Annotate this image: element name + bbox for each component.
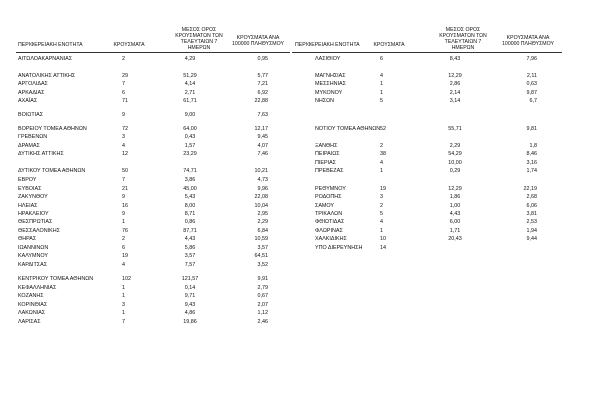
cases-cell: 6 bbox=[122, 90, 125, 96]
cases-cell: 12 bbox=[122, 151, 128, 157]
cases-cell: 2 bbox=[122, 56, 125, 62]
cases-per-100k-cell: 2,95 bbox=[257, 211, 268, 217]
cases-cell: 2 bbox=[380, 143, 383, 149]
seven-day-average-cell: 4,14 bbox=[184, 81, 196, 87]
region-name-cell: ΠΕΙΡΑΙΩΣ bbox=[315, 151, 340, 157]
region-name-cell: ΜΕΣΣΗΝΙΑΣ bbox=[315, 81, 346, 87]
right-header-cases: ΚΡΟΥΣΜΑΤΑ bbox=[373, 42, 405, 48]
seven-day-average-cell: 54,29 bbox=[448, 151, 462, 157]
cases-cell: 76 bbox=[122, 228, 128, 234]
cases-per-100k-cell: 0,63 bbox=[526, 81, 537, 87]
cases-per-100k-cell: 8,46 bbox=[526, 151, 537, 157]
seven-day-average-cell: 1,71 bbox=[449, 228, 461, 234]
cases-per-100k-cell: 1,12 bbox=[257, 310, 268, 316]
cases-cell: 6 bbox=[122, 245, 125, 251]
cases-per-100k-cell: 22,88 bbox=[254, 98, 268, 104]
cases-per-100k-cell: 3,81 bbox=[526, 211, 537, 217]
cases-per-100k-cell: 4,07 bbox=[257, 143, 268, 149]
cases-cell: 21 bbox=[122, 186, 128, 192]
region-name-cell: ΝΟΤΙΟΥ ΤΟΜΕΑ ΑΘΗΝΩΝ bbox=[315, 126, 381, 132]
cases-per-100k-cell: 10,04 bbox=[254, 203, 268, 209]
region-name-cell: ΔΥΤΙΚΟΥ ΤΟΜΕΑ ΑΘΗΝΩΝ bbox=[18, 168, 86, 174]
seven-day-average-cell: 64,00 bbox=[183, 126, 197, 132]
cases-cell: 1 bbox=[122, 219, 125, 225]
cases-cell: 5 bbox=[380, 98, 383, 104]
cases-cell: 5 bbox=[380, 211, 383, 217]
region-name-cell: ΒΟΡΕΙΟΥ ΤΟΜΕΑ ΑΘΗΝΩΝ bbox=[18, 126, 87, 132]
region-name-cell: ΑΡΓΟΛΙΔΑΣ bbox=[18, 81, 48, 87]
seven-day-average-cell: 8,00 bbox=[184, 203, 196, 209]
cases-cell: 1 bbox=[122, 310, 125, 316]
cases-cell: 1 bbox=[122, 285, 125, 291]
cases-per-100k-cell: 3,16 bbox=[526, 160, 537, 166]
seven-day-average-cell: 51,29 bbox=[183, 73, 197, 79]
region-name-cell: ΑΝΑΤΟΛΙΚΗΣ ΑΤΤΙΚΗΣ bbox=[18, 73, 76, 79]
region-name-cell: ΣΑΜΟΥ bbox=[315, 203, 335, 209]
region-name-cell: ΦΘΙΩΤΙΔΑΣ bbox=[315, 219, 345, 225]
seven-day-average-cell: 3,86 bbox=[184, 177, 196, 183]
right-header-per100k: ΚΡΟΥΣΜΑΤΑ ΑΝΑ 100000 ΠΛΗΘΥΣΜΟΥ bbox=[502, 35, 554, 47]
region-name-cell: ΛΑΣΙΘΙΟΥ bbox=[315, 56, 341, 62]
left-header-rule bbox=[16, 52, 290, 53]
cases-cell: 4 bbox=[380, 219, 383, 225]
seven-day-average-cell: 55,71 bbox=[448, 126, 462, 132]
cases-per-100k-cell: 7,21 bbox=[257, 81, 268, 87]
cases-cell: 3 bbox=[380, 194, 383, 200]
left-header-region: ΠΕΡΙΦΕΡΕΙΑΚΗ ΕΝΟΤΗΤΑ bbox=[18, 42, 83, 48]
region-name-cell: ΒΟΙΩΤΙΑΣ bbox=[18, 112, 44, 118]
cases-per-100k-cell: 22,08 bbox=[254, 194, 268, 200]
cases-cell: 16 bbox=[122, 203, 128, 209]
region-name-cell: ΔΡΑΜΑΣ bbox=[18, 143, 40, 149]
seven-day-average-cell: 2,14 bbox=[449, 90, 461, 96]
cases-cell: 1 bbox=[380, 90, 383, 96]
seven-day-average-cell: 4,43 bbox=[184, 236, 196, 242]
cases-per-100k-cell: 9,96 bbox=[257, 186, 268, 192]
seven-day-average-cell: 4,29 bbox=[184, 56, 196, 62]
region-name-cell: ΠΙΕΡΙΑΣ bbox=[315, 160, 337, 166]
cases-per-100k-cell: 2,53 bbox=[526, 219, 537, 225]
cases-per-100k-cell: 2,79 bbox=[257, 285, 268, 291]
cases-cell: 1 bbox=[380, 81, 383, 87]
left-header-per100k: ΚΡΟΥΣΜΑΤΑ ΑΝΑ 100000 ΠΛΗΘΥΣΜΟΥ bbox=[232, 35, 284, 47]
cases-per-100k-cell: 9,44 bbox=[526, 236, 537, 242]
cases-cell: 6 bbox=[380, 56, 383, 62]
region-name-cell: ΛΑΡΙΣΑΣ bbox=[18, 319, 41, 325]
seven-day-average-cell: 121,57 bbox=[181, 276, 199, 282]
seven-day-average-cell: 87,71 bbox=[183, 228, 197, 234]
cases-cell: 4 bbox=[122, 143, 125, 149]
cases-per-100k-cell: 0,95 bbox=[257, 56, 268, 62]
region-name-cell: ΡΕΘΥΜΝΟΥ bbox=[315, 186, 346, 192]
seven-day-average-cell: 9,43 bbox=[184, 302, 196, 308]
seven-day-average-cell: 2,29 bbox=[449, 143, 461, 149]
cases-per-100k-cell: 2,07 bbox=[257, 302, 268, 308]
cases-per-100k-cell: 22,19 bbox=[523, 186, 537, 192]
cases-per-100k-cell: 64,51 bbox=[254, 253, 268, 259]
cases-per-100k-cell: 6,7 bbox=[529, 98, 537, 104]
region-name-cell: ΑΙΤΩΛΟΑΚΑΡΝΑΝΙΑΣ bbox=[18, 56, 73, 62]
seven-day-average-cell: 2,86 bbox=[449, 81, 461, 87]
cases-per-100k-cell: 1,74 bbox=[526, 168, 537, 174]
cases-cell: 3 bbox=[122, 134, 125, 140]
seven-day-average-cell: 9,71 bbox=[184, 293, 196, 299]
seven-day-average-cell: 12,29 bbox=[448, 73, 462, 79]
region-name-cell: ΗΡΑΚΛΕΙΟΥ bbox=[18, 211, 49, 217]
region-name-cell: ΕΥΒΟΙΑΣ bbox=[18, 186, 42, 192]
region-name-cell: ΡΟΔΟΠΗΣ bbox=[315, 194, 342, 200]
cases-per-100k-cell: 6,06 bbox=[526, 203, 537, 209]
right-header-rule bbox=[292, 52, 562, 53]
region-name-cell: ΚΕΝΤΡΙΚΟΥ ΤΟΜΕΑ ΑΘΗΝΩΝ bbox=[18, 276, 94, 282]
seven-day-average-cell: 8,43 bbox=[449, 56, 461, 62]
region-name-cell: ΓΡΕΒΕΝΩΝ bbox=[18, 134, 48, 140]
region-name-cell: ΚΟΡΙΝΘΙΑΣ bbox=[18, 302, 48, 308]
region-name-cell: ΔΥΤΙΚΗΣ ΑΤΤΙΚΗΣ bbox=[18, 151, 64, 157]
seven-day-average-cell: 3,57 bbox=[184, 253, 196, 259]
region-name-cell: ΑΧΑΪΑΣ bbox=[18, 98, 38, 104]
cases-per-100k-cell: 2,46 bbox=[257, 319, 268, 325]
seven-day-average-cell: 5,43 bbox=[184, 194, 196, 200]
cases-cell: 7 bbox=[122, 177, 125, 183]
seven-day-average-cell: 0,14 bbox=[184, 285, 196, 291]
cases-cell: 4 bbox=[380, 73, 383, 79]
cases-per-100k-cell: 9,91 bbox=[257, 276, 268, 282]
region-name-cell: ΚΑΛΥΜΝΟΥ bbox=[18, 253, 48, 259]
seven-day-average-cell: 5,86 bbox=[184, 245, 196, 251]
seven-day-average-cell: 4,43 bbox=[449, 211, 461, 217]
seven-day-average-cell: 1,86 bbox=[449, 194, 461, 200]
left-header-cases: ΚΡΟΥΣΜΑΤΑ bbox=[113, 42, 145, 48]
cases-cell: 7 bbox=[122, 319, 125, 325]
cases-cell: 2 bbox=[122, 236, 125, 242]
cases-per-100k-cell: 12,17 bbox=[254, 126, 268, 132]
region-name-cell: ΘΕΣΠΡΩΤΙΑΣ bbox=[18, 219, 53, 225]
cases-per-100k-cell: 0,67 bbox=[257, 293, 268, 299]
cases-cell: 4 bbox=[380, 160, 383, 166]
region-name-cell: ΠΡΕΒΕΖΑΣ bbox=[315, 168, 344, 174]
cases-cell: 10 bbox=[380, 236, 386, 242]
cases-cell: 72 bbox=[122, 126, 128, 132]
region-name-cell: ΚΟΖΑΝΗΣ bbox=[18, 293, 44, 299]
cases-per-100k-cell: 2,29 bbox=[257, 219, 268, 225]
region-name-cell: ΘΕΣΣΑΛΟΝΙΚΗΣ bbox=[18, 228, 60, 234]
cases-cell: 3 bbox=[122, 302, 125, 308]
cases-per-100k-cell: 9,87 bbox=[526, 90, 537, 96]
cases-cell: 50 bbox=[122, 168, 128, 174]
cases-per-100k-cell: 10,59 bbox=[254, 236, 268, 242]
region-name-cell: ΙΩΑΝΝΙΝΩΝ bbox=[18, 245, 49, 251]
seven-day-average-cell: 9,00 bbox=[184, 112, 196, 118]
cases-cell: 38 bbox=[380, 151, 386, 157]
seven-day-average-cell: 74,71 bbox=[183, 168, 197, 174]
region-name-cell: ΝΗΣΩΝ bbox=[315, 98, 335, 104]
seven-day-average-cell: 0,29 bbox=[449, 168, 461, 174]
right-header-avg: ΜΕΣΟΣ ΟΡΟΣ ΚΡΟΥΣΜΑΤΩΝ ΤΩΝ ΤΕΛΕΥΤΑΙΩΝ 7 ΗΜΕΡΩΝ bbox=[439, 27, 487, 51]
region-name-cell: ΛΑΚΩΝΙΑΣ bbox=[18, 310, 46, 316]
cases-cell: 9 bbox=[122, 211, 125, 217]
cases-per-100k-cell: 7,46 bbox=[257, 151, 268, 157]
cases-per-100k-cell: 2,68 bbox=[526, 194, 537, 200]
cases-per-100k-cell: 4,73 bbox=[257, 177, 268, 183]
seven-day-average-cell: 10,00 bbox=[448, 160, 462, 166]
right-header-region: ΠΕΡΙΦΕΡΕΙΑΚΗ ΕΝΟΤΗΤΑ bbox=[295, 42, 360, 48]
cases-cell: 14 bbox=[380, 245, 386, 251]
cases-cell: 9 bbox=[122, 194, 125, 200]
seven-day-average-cell: 20,43 bbox=[448, 236, 462, 242]
cases-per-100k-cell: 9,45 bbox=[257, 134, 268, 140]
region-name-cell: ΘΗΡΑΣ bbox=[18, 236, 37, 242]
seven-day-average-cell: 12,29 bbox=[448, 186, 462, 192]
cases-per-100k-cell: 5,77 bbox=[257, 73, 268, 79]
cases-cell: 2 bbox=[380, 203, 383, 209]
cases-per-100k-cell: 2,11 bbox=[526, 73, 537, 79]
region-name-cell: ΕΒΡΟΥ bbox=[18, 177, 37, 183]
cases-per-100k-cell: 1,94 bbox=[526, 228, 537, 234]
region-name-cell: ΖΑΚΥΝΘΟΥ bbox=[18, 194, 48, 200]
cases-cell: 29 bbox=[122, 73, 128, 79]
region-name-cell: ΜΥΚΟΝΟΥ bbox=[315, 90, 343, 96]
seven-day-average-cell: 4,86 bbox=[184, 310, 196, 316]
cases-per-100k-cell: 3,57 bbox=[257, 245, 268, 251]
seven-day-average-cell: 0,43 bbox=[184, 134, 196, 140]
region-name-cell: ΑΡΚΑΔΙΑΣ bbox=[18, 90, 45, 96]
cases-per-100k-cell: 7,63 bbox=[257, 112, 268, 118]
region-name-cell: ΚΑΡΔΙΤΣΑΣ bbox=[18, 262, 48, 268]
seven-day-average-cell: 8,71 bbox=[184, 211, 196, 217]
seven-day-average-cell: 3,14 bbox=[449, 98, 461, 104]
seven-day-average-cell: 1,00 bbox=[449, 203, 461, 209]
seven-day-average-cell: 1,57 bbox=[184, 143, 196, 149]
cases-cell: 1 bbox=[380, 168, 383, 174]
cases-per-100k-cell: 3,52 bbox=[257, 262, 268, 268]
region-name-cell: ΗΛΕΙΑΣ bbox=[18, 203, 38, 209]
cases-cell: 19 bbox=[122, 253, 128, 259]
seven-day-average-cell: 2,71 bbox=[184, 90, 196, 96]
region-name-cell: ΧΑΛΚΙΔΙΚΗΣ bbox=[315, 236, 347, 242]
region-name-cell: ΚΕΦΑΛΛΗΝΙΑΣ bbox=[18, 285, 57, 291]
seven-day-average-cell: 45,00 bbox=[183, 186, 197, 192]
seven-day-average-cell: 61,71 bbox=[183, 98, 197, 104]
region-name-cell: ΤΡΙΚΑΛΩΝ bbox=[315, 211, 343, 217]
seven-day-average-cell: 6,00 bbox=[449, 219, 461, 225]
cases-cell: 1 bbox=[122, 293, 125, 299]
region-name-cell: ΜΑΓΝΗΣΙΑΣ bbox=[315, 73, 346, 79]
region-name-cell: ΥΠΟ ΔΙΕΡΕΥΝΗΣΗ bbox=[315, 245, 363, 251]
cases-cell: 9 bbox=[122, 112, 125, 118]
cases-per-100k-cell: 6,92 bbox=[257, 90, 268, 96]
seven-day-average-cell: 19,86 bbox=[183, 319, 197, 325]
cases-cell: 71 bbox=[122, 98, 128, 104]
left-header-avg: ΜΕΣΟΣ ΟΡΟΣ ΚΡΟΥΣΜΑΤΩΝ ΤΩΝ ΤΕΛΕΥΤΑΙΩΝ 7 ΗΜΕΡΩΝ bbox=[175, 27, 223, 51]
cases-cell: 52 bbox=[380, 126, 386, 132]
cases-per-100k-cell: 6,84 bbox=[257, 228, 268, 234]
cases-per-100k-cell: 9,81 bbox=[526, 126, 537, 132]
cases-cell: 4 bbox=[122, 262, 125, 268]
cases-cell: 102 bbox=[122, 276, 131, 282]
seven-day-average-cell: 23,29 bbox=[183, 151, 197, 157]
cases-per-100k-cell: 1,8 bbox=[529, 143, 537, 149]
cases-cell: 7 bbox=[122, 81, 125, 87]
region-name-cell: ΦΛΩΡΙΝΑΣ bbox=[315, 228, 343, 234]
cases-cell: 1 bbox=[380, 228, 383, 234]
cases-per-100k-cell: 10,21 bbox=[254, 168, 268, 174]
seven-day-average-cell: 0,86 bbox=[184, 219, 196, 225]
seven-day-average-cell: 7,57 bbox=[184, 262, 196, 268]
cases-cell: 19 bbox=[380, 186, 386, 192]
cases-per-100k-cell: 7,96 bbox=[526, 56, 537, 62]
region-name-cell: ΞΑΝΘΗΣ bbox=[315, 143, 338, 149]
